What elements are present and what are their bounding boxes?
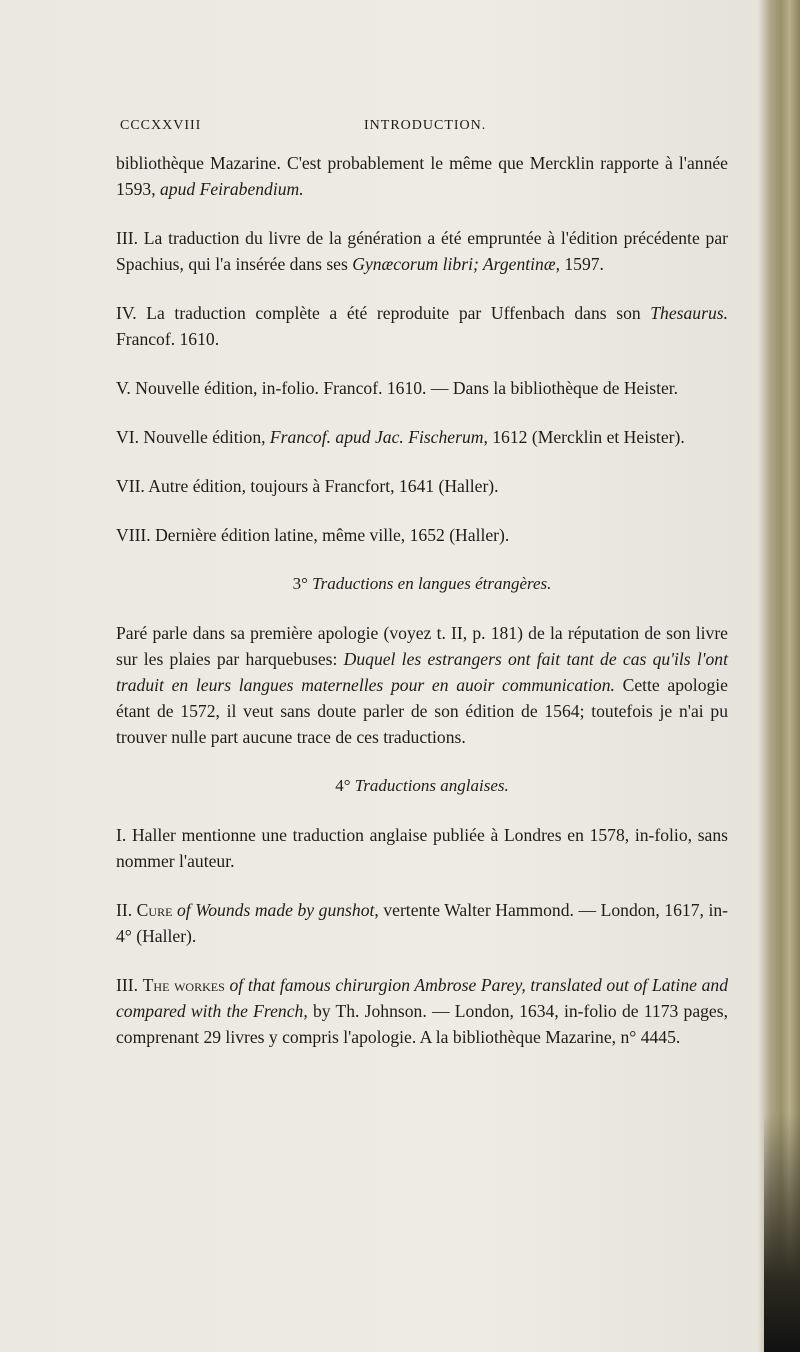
body-text — [116, 150, 728, 1073]
running-head — [120, 118, 720, 138]
paragraph-english-ii: II. Cure of Wounds made by gunshot, vertente Walter Hammond. — London, 1617, in-4° (Haller). — [116, 900, 728, 946]
running-title: INTRODUCTION. — [364, 118, 487, 133]
paragraph-iv: IV. La traduction complète a été reproduite par Uffenbach dans son Thesaurus. Francof. 1610. — [116, 303, 728, 349]
paragraph-v: V. Nouvelle édition, in-folio. Francof. 1610. — Dans la bibliothèque de Heister. — [116, 378, 679, 398]
section-heading-4: 4° Traductions anglaises. — [335, 776, 509, 795]
paragraph-english-i: I. Haller mentionne une traduction anglaise publiée à Londres en 1578, in-folio, sans nommer l'auteur. — [116, 825, 728, 871]
paragraph-pare: Paré parle dans sa première apologie (voyez t. II, p. 181) de la réputation de son livre sur les plaies par harquebuses: Duquel les estrangers ont fait tant de cas qu'ils l'ont traduit en leurs langues maternelles pour en auoir communication. Cette apologie étant de 1572, il veut sans doute parler de son édition de 1564; toutefois je n'ai pu trouver nulle part aucune trace de ces traductions. — [116, 623, 728, 747]
page-corner-shadow — [764, 1112, 800, 1352]
paragraph-vii: VII. Autre édition, toujours à Francfort, 1641 (Haller). — [116, 476, 499, 496]
paragraph-english-iii: III. The workes of that famous chirurgion Ambrose Parey, translated out of Latine and compared with the French, by Th. Johnson. — London, 1634, in-folio de 1173 pages, comprenant 29 livres y compris l'apologie. A la bibliothèque Mazarine, n° 4445. — [116, 975, 729, 1047]
paragraph-continuation: bibliothèque Mazarine. C'est probablement le même que Mercklin rapporte à l'année 1593, apud Feirabendium. — [116, 153, 728, 199]
paragraph-iii: III. La traduction du livre de la génération a été empruntée à l'édition précédente par Spachius, qui l'a insérée dans ses Gynæcorum libri; Argentinæ, 1597. — [116, 228, 728, 274]
paragraph-viii: VIII. Dernière édition latine, même ville, 1652 (Haller). — [116, 525, 510, 545]
section-heading-3: 3° Traductions en langues étrangères. — [292, 574, 552, 593]
paragraph-vi: VI. Nouvelle édition, Francof. apud Jac. Fischerum, 1612 (Mercklin et Heister). — [116, 427, 685, 447]
page-number: CCCXXVIII — [120, 118, 202, 133]
